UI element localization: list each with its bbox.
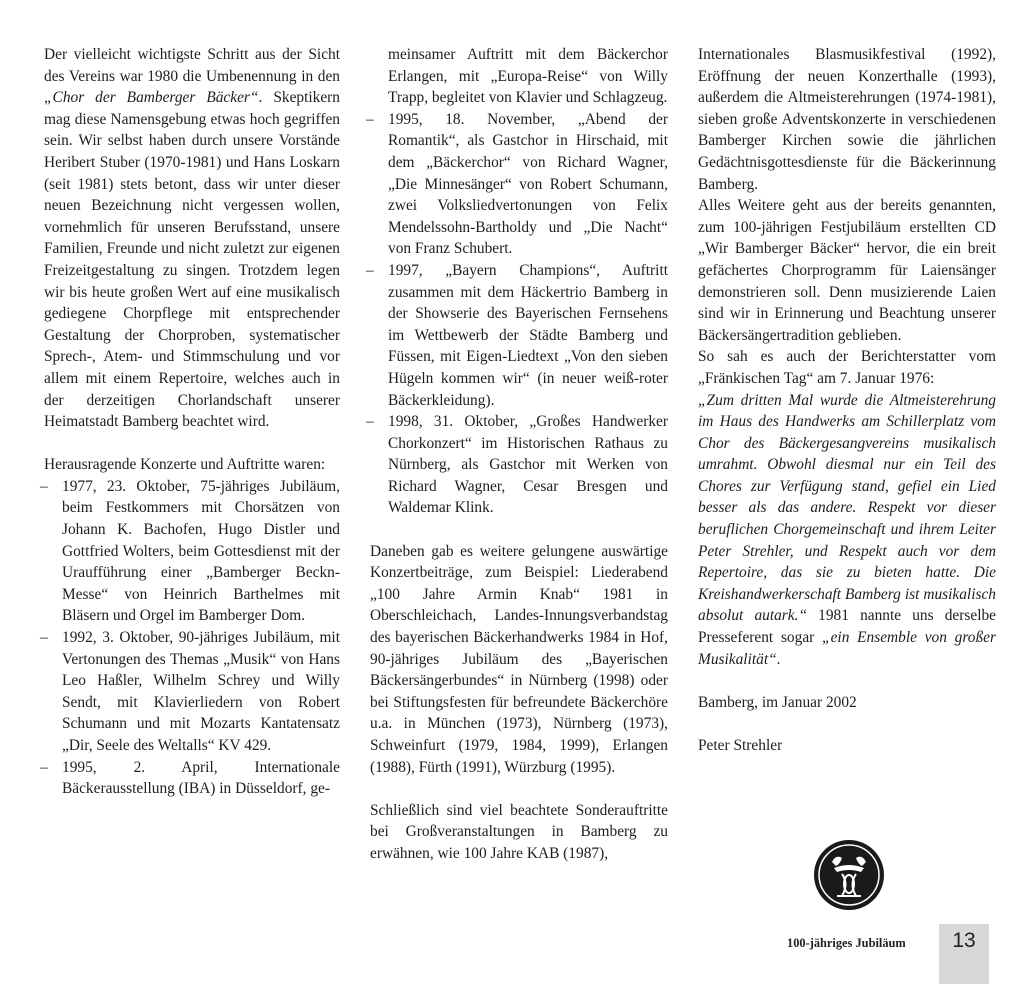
special-appearances-paragraph: Schließlich sind viel beachtete Sonderauftritte bei Großveranstaltungen in Bamberg zu erwähnen, wie 100 Jahre KAB (1987), <box>370 801 668 862</box>
cd-paragraph: Alles Weitere geht aus der bereits genannten, zum 100-jährigen Festjubiläum erstellten CD „Wir Bamberger Bäcker“ hervor, die ein breit gefächertes Chorprogramm für Laiensänger demonstrieren soll. Denn musizierende Laien sind wir in Erinnerung und Beachtung unserer Bäckersängertradition geblieben. <box>698 197 996 344</box>
bakers-choir-emblem-icon <box>812 838 886 912</box>
concerts-heading: Herausragende Konzerte und Auftritte waren: <box>44 456 326 474</box>
intro-paragraph <box>44 44 340 433</box>
intro-text: Der vielleicht wichtigste Schritt aus der Sicht des Vereins war 1980 die Umbenennung in den <box>44 46 340 85</box>
concert-list-2 <box>370 109 668 519</box>
press-quote <box>698 390 996 671</box>
choir-name: „Chor der Bamberger Bäcker“ <box>44 89 259 107</box>
footer-label: 100-jähriges Jubiläum <box>787 936 906 950</box>
list-item: – 1995, 2. April, Internationale Bäckerausstellung (IBA) in Düsseldorf, ge- <box>44 757 340 800</box>
continuation-paragraph: Internationales Blasmusikfestival (1992), Eröffnung der neuen Konzerthalle (1993), außerdem die Altmeisterehrungen (1974-1981), sieben große Adventskonzerte in verschiedenen Bamberger Kirchen sowie die jährlichen Gedächtnisgottesdienste für die Bäckerinnung Bamberg. <box>698 46 996 193</box>
list-item: – 1998, 31. Oktober, „Großes Handwerker Chorkonzert“ im Historischen Rathaus zu Nürnberg, als Gastchor mit Werken von Richard Wagner, Cesar Bresgen und Waldemar Klink. <box>370 411 668 519</box>
quote-tail: 1981 nannte uns derselbe Presseferent sogar <box>698 607 996 647</box>
quote-end: . <box>776 650 781 668</box>
page-number: 13 <box>952 929 976 952</box>
quote-tail-italic: „ein Ensemble von großer Musikalität“ <box>698 629 996 668</box>
column-1 <box>44 44 340 800</box>
page-number-box <box>939 924 989 984</box>
list-item: – 1977, 23. Oktober, 75-jähriges Jubiläum, beim Festkommers mit Chorsätzen von Johann K. Bachofen, Hugo Distler und Gottfried Wolters, beim Gottesdienst mit der Uraufführung einer „Bamberger Beckn-Messe“ von Heinrich Barthelmes mit Bläsern und Orgel im Bamberger Dom. <box>44 476 340 627</box>
list-item: – 1997, „Bayern Champions“, Auftritt zusammen mit dem Häckertrio Bamberg in der Showserie des Bayerischen Fernsehens im Wettbewerb der Städte Bamberg und Füssen, mit Eigen-Liedtext „Von den sieben Hügeln kommen wir“ (in neuer weiß-roter Bäckerkleidung). <box>370 260 668 411</box>
column-2 <box>370 44 668 865</box>
list-continuation: meinsamer Auftritt mit dem Bäckerchor Erlangen, mit „Europa-Reise“ von Willy Trapp, begleitet von Klavier und Schlagzeug. <box>388 46 668 107</box>
concert-list-1 <box>44 476 340 800</box>
author-name: Peter Strehler <box>698 737 783 754</box>
reporter-paragraph: So sah es auch der Berichterstatter vom „Fränkischen Tag“ am 7. Januar 1976: <box>698 348 996 387</box>
list-item: – 1992, 3. Oktober, 90-jähriges Jubiläum, mit Vertonungen des Themas „Musik“ von Hans Leo Haßler, Wilhelm Schrey und Willy Sendt, mit Klavierliedern von Robert Schumann und mit Mozarts Kantatensatz „Dir, Seele des Weltalls“ KV 429. <box>44 627 340 757</box>
list-item: – 1995, 18. November, „Abend der Romantik“, als Gastchor in Hirschaid, mit dem „Bäckerchor“ von Richard Wagner, „Die Minnesänger“ von Robert Schumann, zwei Volksliedvertonungen von Felix Mendelssohn-Bartholdy und „Die Nacht“ von Franz Schubert. <box>370 109 668 260</box>
other-concerts-paragraph: Daneben gab es weitere gelungene auswärtige Konzertbeiträge, zum Beispiel: Liederabend „100 Jahre Armin Knab“ 1981 in Oberschleichach, Landes-Innungsverbandstag des bayerischen Bäckerhandwerks 1984 in Hof, 90-jähriges Jubiläum des „Bayerischen Bäckersängerbundes“ in Nürnberg (1998) oder bei Stiftungsfesten für befreundete Bäckerchöre u.a. in München (1973), Nürnberg (1973), Schweinfurt (1979, 1984, 1999), Erlangen (1988), Fürth (1991), Würzburg (1995). <box>370 542 668 776</box>
place-date: Bamberg, im Januar 2002 <box>698 693 857 711</box>
intro-rest-text: . Skeptikern mag diese Namensgebung etwas hoch gegriffen sein. Wir selbst haben durch unsere Vorstände Heribert Stuber (1970-1981) und Hans Loskarn (seit 1981) stets betont, dass wir unter dieser neuen Bezeichnung nicht vergessen wollen, vornehmlich für unseren Berufsstand, unsere Familien, Freunde und nicht zuletzt zur eigenen Freizeitgestaltung zu singen. Trotzdem legen wir bis heute großen Wert auf eine musikalisch gediegene Chorpflege mit entsprechender Gestaltung der Chorproben, systematischer Sprech-, Atem- und Stimmschulung und vor allem mit einem Repertoire, welches auch in der derzeitigen Chorlandschaft unserer Heimatstadt Bamberg beachtet wird. <box>44 89 340 431</box>
column-3 <box>698 44 996 757</box>
quote-text: „Zum dritten Mal wurde die Altmeisterehrung im Haus des Handwerks am Schillerplatz vom Chor des Bäckergesangvereins musikalisch umrahmt. Obwohl diesmal nur ein Teil des Chores zur Verfügung stand, gefiel ein Lied besser als das andere. Respekt vor dieser beruflichen Chorgemeinschaft und ihrem Leiter Peter Strehler, und Respekt auch vor dem Repertoire, das sie zu bieten hatte. Die Kreishandwerkerschaft Bamberg ist musikalisch absolut autark.“ <box>698 391 996 625</box>
